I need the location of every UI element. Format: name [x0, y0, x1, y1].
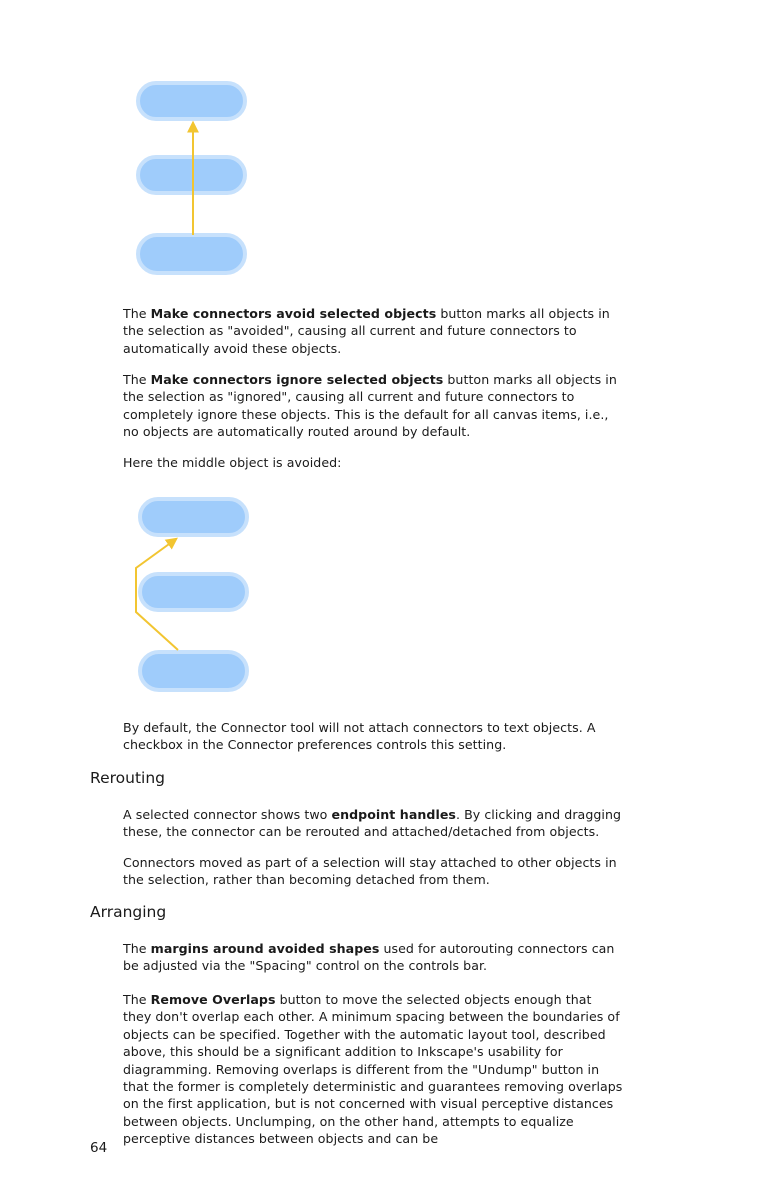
shape-middle[interactable]: [138, 157, 245, 193]
shape-top[interactable]: [140, 499, 247, 535]
remove-overlaps-term: Remove Overlaps: [150, 992, 276, 1007]
shape-bottom[interactable]: [138, 235, 245, 273]
paragraph-endpoint-handles: A selected connector shows two endpoint handles. By clicking and dragging these, the connector can be rerouted and attached/detached from objects.: [123, 807, 622, 840]
paragraph-ignore: The Make connectors ignore selected objects button marks all objects in the selection as "ignored", causing all current and future connectors to completely ignore these objects. This is the default for all canvas items, i.e., no objects are automatically routed around by default.: [123, 372, 617, 440]
paragraph-text-objects: By default, the Connector tool will not attach connectors to text objects. A checkbox in the Connector preferences controls this setting.: [123, 720, 596, 753]
shape-bottom[interactable]: [140, 652, 247, 690]
shape-top[interactable]: [138, 83, 245, 119]
paragraph-middle-avoided: Here the middle object is avoided:: [123, 455, 342, 470]
avoid-button-name: Make connectors avoid selected objects: [150, 306, 437, 321]
endpoint-handles-term: endpoint handles: [331, 807, 456, 822]
margins-term: margins around avoided shapes: [150, 941, 380, 956]
figure-connector-avoid: [128, 492, 258, 697]
page-number: 64: [90, 1140, 108, 1156]
heading-arranging: Arranging: [90, 903, 167, 921]
paragraph-remove-overlaps: The Remove Overlaps button to move the selected objects enough that they don't overlap each other. A minimum spacing between the boundaries of objects can be specified. Together with the automatic layout tool, described above, this should be a significant addition to Inkscape's usability for diagramming. Removing overlaps is different from the "Undump" button in that the former is completely deterministic and guarantees removing overlaps on the first application, but is not concerned with visual perceptive distances between objects. Unclumping, on the other hand, attempts to equalize perceptive distances between objects and can be: [123, 992, 623, 1147]
heading-rerouting: Rerouting: [90, 769, 165, 787]
paragraph-margins: The margins around avoided shapes used for autorouting connectors can be adjusted via the "Spacing" control on the controls bar.: [123, 941, 615, 974]
figure-connector-ignore: [130, 75, 255, 280]
shape-middle[interactable]: [140, 574, 247, 610]
paragraph-selection: Connectors moved as part of a selection will stay attached to other objects in the selection, rather than becoming detached from them.: [123, 855, 617, 888]
ignore-button-name: Make connectors ignore selected objects: [150, 372, 444, 387]
paragraph-avoid: The Make connectors avoid selected objects button marks all objects in the selection as "avoided", causing all current and future connectors to automatically avoid these objects.: [123, 306, 610, 356]
